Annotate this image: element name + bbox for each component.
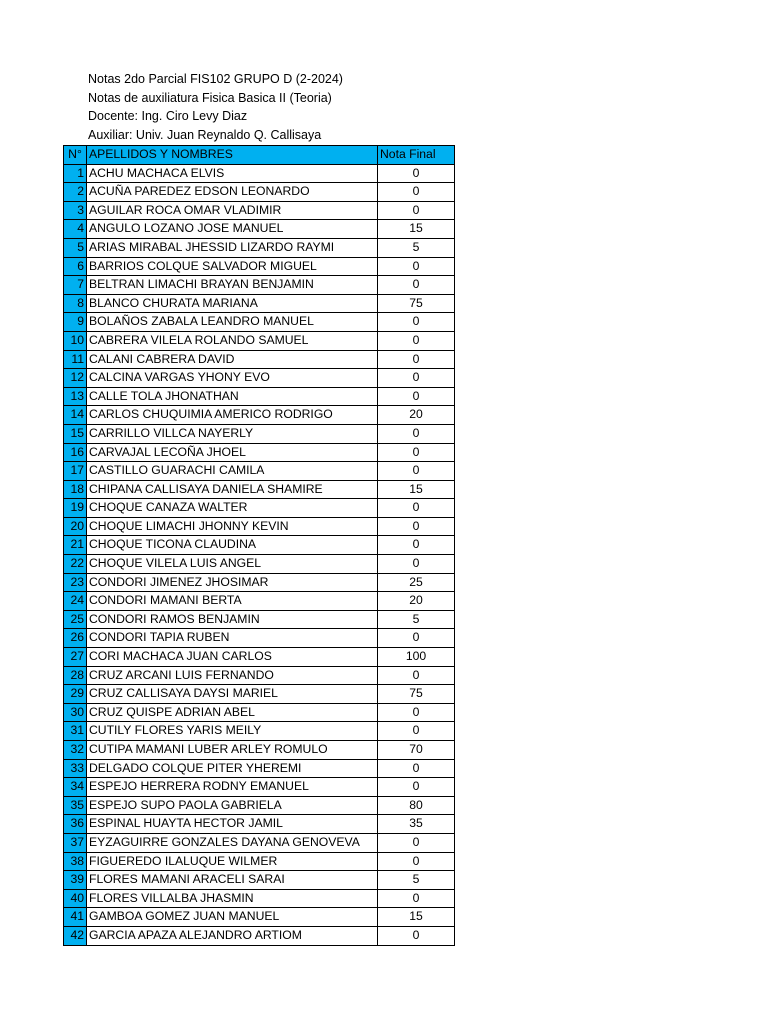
row-number: 20: [64, 517, 87, 536]
table-header-row: [64, 146, 455, 165]
row-number: 31: [64, 722, 87, 741]
table-row: [64, 480, 455, 499]
student-name: CORI MACHACA JUAN CARLOS: [87, 648, 378, 667]
final-grade: 0: [378, 443, 455, 462]
final-grade: 15: [378, 220, 455, 239]
table-row: [64, 443, 455, 462]
row-number: 22: [64, 555, 87, 574]
table-row: [64, 778, 455, 797]
row-number: 42: [64, 926, 87, 945]
title-line: Notas 2do Parcial FIS102 GRUPO D (2-2024): [88, 72, 343, 86]
table-row: [64, 276, 455, 295]
table-row: [64, 908, 455, 927]
row-number: 12: [64, 369, 87, 388]
row-number: 23: [64, 573, 87, 592]
student-name: CALANI CABRERA DAVID: [87, 350, 378, 369]
student-name: CHOQUE VILELA LUIS ANGEL: [87, 555, 378, 574]
final-grade: 5: [378, 238, 455, 257]
final-grade: 0: [378, 629, 455, 648]
table-row: [64, 183, 455, 202]
final-grade: 0: [378, 555, 455, 574]
row-number: 13: [64, 387, 87, 406]
final-grade: 20: [378, 592, 455, 611]
final-grade: 0: [378, 759, 455, 778]
student-name: CABRERA VILELA ROLANDO SAMUEL: [87, 331, 378, 350]
student-name: FLORES VILLALBA JHASMIN: [87, 889, 378, 908]
table-row: [64, 722, 455, 741]
student-name: CUTIPA MAMANI LUBER ARLEY ROMULO: [87, 741, 378, 760]
student-name: CALCINA VARGAS YHONY EVO: [87, 369, 378, 388]
column-header-grade: Nota Final: [378, 146, 455, 165]
final-grade: 0: [378, 722, 455, 741]
table-row: [64, 257, 455, 276]
subtitle-line: Notas de auxiliatura Fisica Basica II (Teoria): [88, 90, 332, 105]
column-header-number: N°: [64, 146, 87, 165]
assistant-line: Auxiliar: Univ. Juan Reynaldo Q. Callisaya: [88, 127, 322, 142]
student-name: CONDORI JIMENEZ JHOSIMAR: [87, 573, 378, 592]
final-grade: 0: [378, 666, 455, 685]
final-grade: 0: [378, 350, 455, 369]
student-name: FLORES MAMANI ARACELI SARAI: [87, 871, 378, 890]
final-grade: 0: [378, 313, 455, 332]
table-row: [64, 462, 455, 481]
row-number: 4: [64, 220, 87, 239]
row-number: 7: [64, 276, 87, 295]
final-grade: 0: [378, 201, 455, 220]
row-number: 10: [64, 331, 87, 350]
table-row: [64, 499, 455, 518]
final-grade: 35: [378, 815, 455, 834]
student-name: ARIAS MIRABAL JHESSID LIZARDO RAYMI: [87, 238, 378, 257]
row-number: 8: [64, 294, 87, 313]
final-grade: 75: [378, 294, 455, 313]
final-grade: 80: [378, 796, 455, 815]
final-grade: 0: [378, 703, 455, 722]
final-grade: 15: [378, 480, 455, 499]
table-row: [64, 648, 455, 667]
row-number: 26: [64, 629, 87, 648]
row-number: 36: [64, 815, 87, 834]
student-name: CARVAJAL LECOÑA JHOEL: [87, 443, 378, 462]
student-name: ESPEJO HERRERA RODNY EMANUEL: [87, 778, 378, 797]
final-grade: 0: [378, 369, 455, 388]
row-number: 9: [64, 313, 87, 332]
final-grade: 0: [378, 331, 455, 350]
row-number: 29: [64, 685, 87, 704]
table-row: [64, 685, 455, 704]
student-name: CALLE TOLA JHONATHAN: [87, 387, 378, 406]
student-name: EYZAGUIRRE GONZALES DAYANA GENOVEVA: [87, 833, 378, 852]
student-name: CONDORI RAMOS BENJAMIN: [87, 610, 378, 629]
row-number: 14: [64, 406, 87, 425]
table-row: [64, 815, 455, 834]
column-header-name: APELLIDOS Y NOMBRES: [87, 146, 378, 165]
row-number: 34: [64, 778, 87, 797]
row-number: 24: [64, 592, 87, 611]
table-row: [64, 220, 455, 239]
row-number: 39: [64, 871, 87, 890]
student-name: CHOQUE TICONA CLAUDINA: [87, 536, 378, 555]
row-number: 18: [64, 480, 87, 499]
student-name: BLANCO CHURATA MARIANA: [87, 294, 378, 313]
table-row: [64, 350, 455, 369]
row-number: 27: [64, 648, 87, 667]
final-grade: 20: [378, 406, 455, 425]
row-number: 37: [64, 833, 87, 852]
row-number: 30: [64, 703, 87, 722]
table-row: [64, 387, 455, 406]
student-name: CONDORI MAMANI BERTA: [87, 592, 378, 611]
table-body: [64, 164, 455, 945]
student-name: CHOQUE LIMACHI JHONNY KEVIN: [87, 517, 378, 536]
final-grade: 15: [378, 908, 455, 927]
document-header: [88, 70, 343, 144]
table-row: [64, 536, 455, 555]
table-row: [64, 406, 455, 425]
table-row: [64, 294, 455, 313]
row-number: 5: [64, 238, 87, 257]
student-name: BELTRAN LIMACHI BRAYAN BENJAMIN: [87, 276, 378, 295]
student-name: CARLOS CHUQUIMIA AMERICO RODRIGO: [87, 406, 378, 425]
table-row: [64, 610, 455, 629]
final-grade: 0: [378, 889, 455, 908]
student-name: GARCIA APAZA ALEJANDRO ARTIOM: [87, 926, 378, 945]
student-name: CRUZ CALLISAYA DAYSI MARIEL: [87, 685, 378, 704]
student-name: BOLAÑOS ZABALA LEANDRO MANUEL: [87, 313, 378, 332]
table-row: [64, 703, 455, 722]
final-grade: 0: [378, 164, 455, 183]
row-number: 3: [64, 201, 87, 220]
student-name: CASTILLO GUARACHI CAMILA: [87, 462, 378, 481]
table-row: [64, 759, 455, 778]
student-name: ACHU MACHACA ELVIS: [87, 164, 378, 183]
row-number: 17: [64, 462, 87, 481]
row-number: 6: [64, 257, 87, 276]
table-row: [64, 424, 455, 443]
row-number: 33: [64, 759, 87, 778]
row-number: 19: [64, 499, 87, 518]
final-grade: 0: [378, 424, 455, 443]
final-grade: 5: [378, 871, 455, 890]
final-grade: 70: [378, 741, 455, 760]
table-row: [64, 555, 455, 574]
table-row: [64, 629, 455, 648]
final-grade: 75: [378, 685, 455, 704]
table-row: [64, 331, 455, 350]
final-grade: 0: [378, 499, 455, 518]
final-grade: 0: [378, 926, 455, 945]
row-number: 15: [64, 424, 87, 443]
student-name: AGUILAR ROCA OMAR VLADIMIR: [87, 201, 378, 220]
row-number: 25: [64, 610, 87, 629]
row-number: 11: [64, 350, 87, 369]
row-number: 40: [64, 889, 87, 908]
final-grade: 0: [378, 276, 455, 295]
student-name: ESPINAL HUAYTA HECTOR JAMIL: [87, 815, 378, 834]
final-grade: 0: [378, 517, 455, 536]
table-row: [64, 517, 455, 536]
table-row: [64, 741, 455, 760]
student-name: CRUZ QUISPE ADRIAN ABEL: [87, 703, 378, 722]
table-row: [64, 926, 455, 945]
final-grade: 0: [378, 536, 455, 555]
final-grade: 0: [378, 462, 455, 481]
table-row: [64, 592, 455, 611]
table-row: [64, 164, 455, 183]
teacher-line: Docente: Ing. Ciro Levy Diaz: [88, 109, 248, 124]
row-number: 1: [64, 164, 87, 183]
table-row: [64, 871, 455, 890]
student-name: CHOQUE CANAZA WALTER: [87, 499, 378, 518]
student-name: CUTILY FLORES YARIS MEILY: [87, 722, 378, 741]
student-name: ESPEJO SUPO PAOLA GABRIELA: [87, 796, 378, 815]
table-row: [64, 573, 455, 592]
final-grade: 0: [378, 778, 455, 797]
student-name: CONDORI TAPIA RUBEN: [87, 629, 378, 648]
row-number: 38: [64, 852, 87, 871]
grades-table: [63, 145, 455, 946]
student-name: CHIPANA CALLISAYA DANIELA SHAMIRE: [87, 480, 378, 499]
final-grade: 0: [378, 833, 455, 852]
final-grade: 25: [378, 573, 455, 592]
student-name: ANGULO LOZANO JOSE MANUEL: [87, 220, 378, 239]
final-grade: 0: [378, 387, 455, 406]
table-row: [64, 238, 455, 257]
row-number: 16: [64, 443, 87, 462]
row-number: 28: [64, 666, 87, 685]
student-name: FIGUEREDO ILALUQUE WILMER: [87, 852, 378, 871]
table-row: [64, 796, 455, 815]
row-number: 41: [64, 908, 87, 927]
final-grade: 0: [378, 257, 455, 276]
table-row: [64, 833, 455, 852]
row-number: 35: [64, 796, 87, 815]
final-grade: 100: [378, 648, 455, 667]
student-name: CRUZ ARCANI LUIS FERNANDO: [87, 666, 378, 685]
student-name: CARRILLO VILLCA NAYERLY: [87, 424, 378, 443]
final-grade: 5: [378, 610, 455, 629]
row-number: 2: [64, 183, 87, 202]
student-name: BARRIOS COLQUE SALVADOR MIGUEL: [87, 257, 378, 276]
table-row: [64, 313, 455, 332]
table-row: [64, 889, 455, 908]
table-row: [64, 666, 455, 685]
table-row: [64, 369, 455, 388]
row-number: 21: [64, 536, 87, 555]
table-row: [64, 201, 455, 220]
student-name: DELGADO COLQUE PITER YHEREMI: [87, 759, 378, 778]
student-name: GAMBOA GOMEZ JUAN MANUEL: [87, 908, 378, 927]
row-number: 32: [64, 741, 87, 760]
final-grade: 0: [378, 183, 455, 202]
final-grade: 0: [378, 852, 455, 871]
table-row: [64, 852, 455, 871]
student-name: ACUÑA PAREDEZ EDSON LEONARDO: [87, 183, 378, 202]
